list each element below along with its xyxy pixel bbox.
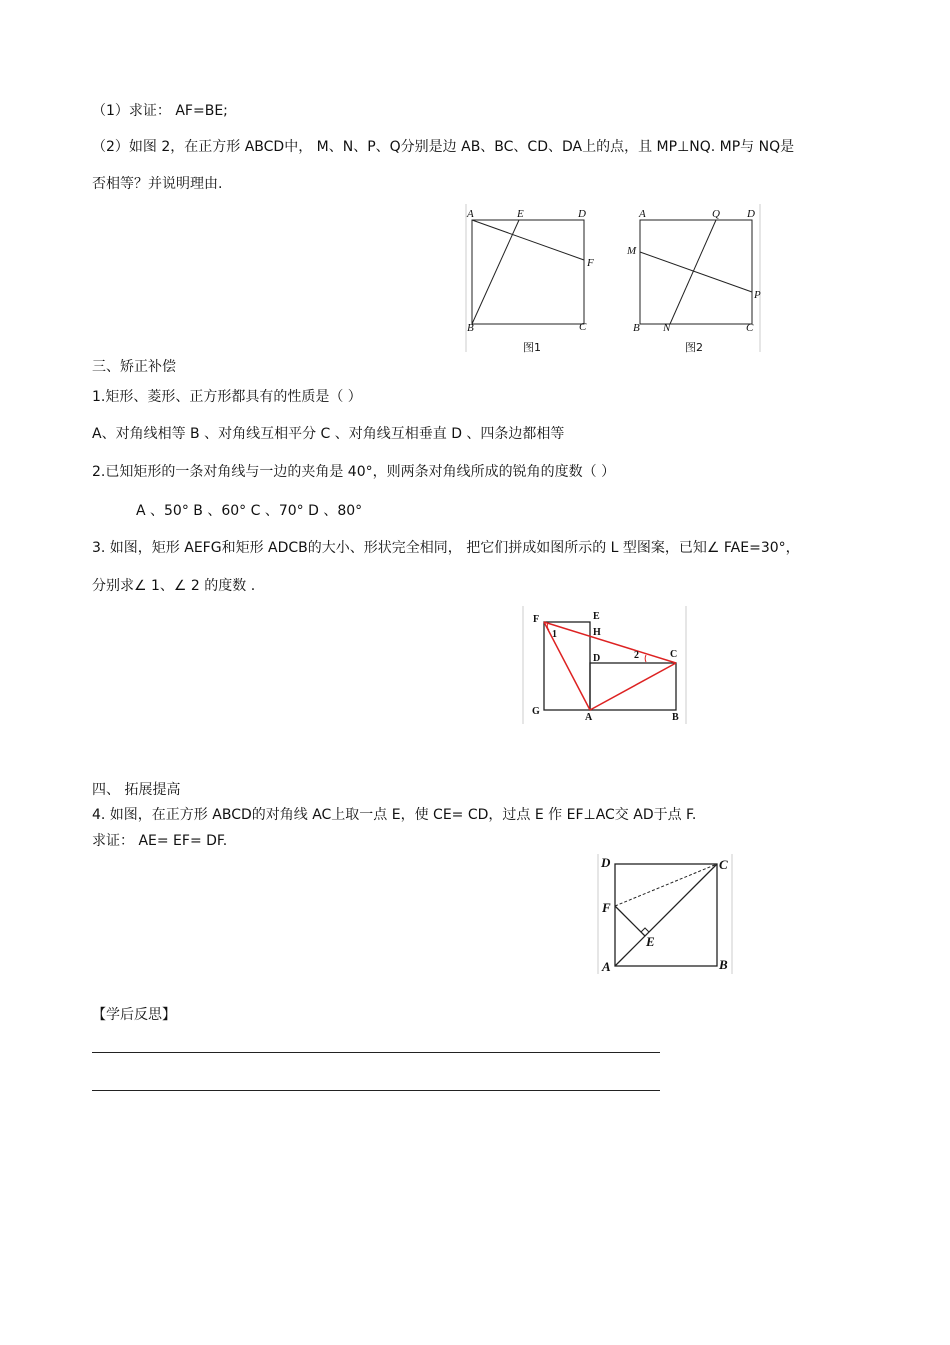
fig3-label-a: A	[585, 712, 593, 723]
reflection-title: 【学后反思】	[92, 1007, 176, 1023]
answer-line-2	[92, 1090, 660, 1091]
fig1-label-b: B	[467, 322, 474, 334]
fig4-label-c: C	[719, 857, 728, 872]
fig3-label-f: F	[533, 614, 540, 625]
part1-text: （1）求证： AF=BE;	[92, 103, 228, 119]
fig2-label-m: M	[627, 245, 637, 257]
part2-text-cont: 否相等？并说明理由.	[92, 176, 223, 192]
question-3: 3. 如图，矩形 AEFG和矩形 ADCB的大小、形状完全相同， 把它们拼成如图所示的 L 型图案，已知∠ FAE=30°，	[92, 540, 800, 556]
fig1-label-f: F	[587, 257, 594, 269]
question-2-options: A 、50° B 、60° C 、70° D 、80°	[136, 503, 363, 519]
question-1-options: A、对角线相等 B 、对角线互相平分 C 、对角线互相垂直 D 、四条边都相等	[92, 426, 565, 442]
question-4-cont: 求证： AE= EF= DF.	[92, 833, 228, 849]
fig2-label-c: C	[746, 322, 754, 334]
fig3-label-h: H	[593, 627, 601, 638]
figure-2	[626, 208, 761, 354]
question-1: 1.矩形、菱形、正方形都具有的性质是（ ）	[92, 389, 362, 405]
answer-line-1	[92, 1052, 660, 1053]
fig4-label-f: F	[602, 900, 611, 915]
fig3-angle-1: 1	[552, 629, 557, 640]
section4-title: 四、 拓展提高	[92, 782, 181, 798]
fig2-label-q: Q	[712, 208, 720, 220]
fig2-caption: 图2	[685, 341, 703, 354]
fig1-label-c: C	[579, 321, 587, 333]
fig1-label-d: D	[578, 208, 586, 220]
fig2-label-d: D	[747, 208, 755, 220]
fig3-label-g: G	[532, 706, 540, 717]
question-3-cont: 分别求∠ 1、∠ 2 的度数 .	[92, 578, 256, 594]
fig4-label-b: B	[719, 957, 728, 972]
fig2-label-n: N	[663, 322, 671, 334]
fig2-label-a: A	[639, 208, 646, 220]
fig2-label-b: B	[633, 322, 640, 334]
figure-4	[596, 854, 736, 976]
part2-text: （2）如图 2，在正方形 ABCD中， M、N、P、Q分别是边 AB、BC、CD、DA上的点，且 MP⊥NQ. MP与 NQ是	[92, 139, 795, 155]
question-2: 2.已知矩形的一条对角线与一边的夹角是 40°，则两条对角线所成的锐角的度数（ ）	[92, 464, 616, 480]
figure-1-2	[463, 204, 763, 354]
fig4-label-e: E	[646, 934, 655, 949]
figure-1	[466, 208, 594, 354]
fig4-label-d: D	[601, 855, 611, 870]
fig1-caption: 图1	[523, 341, 541, 354]
fig3-label-c: C	[670, 649, 678, 660]
section3-title: 三、矫正补偿	[92, 359, 176, 375]
question-4: 4. 如图，在正方形 ABCD的对角线 AC上取一点 E，使 CE= CD，过点 E 作 EF⊥AC交 AD于点 F.	[92, 807, 697, 823]
fig1-label-a: A	[467, 208, 474, 220]
figure-3	[522, 606, 688, 726]
fig3-label-b: B	[672, 712, 679, 723]
fig3-label-d: D	[593, 653, 601, 664]
fig4-label-a: A	[602, 959, 611, 974]
fig2-label-p: P	[754, 289, 761, 301]
fig3-angle-2: 2	[634, 650, 639, 661]
fig1-label-e: E	[517, 208, 524, 220]
fig3-label-e: E	[593, 611, 600, 622]
